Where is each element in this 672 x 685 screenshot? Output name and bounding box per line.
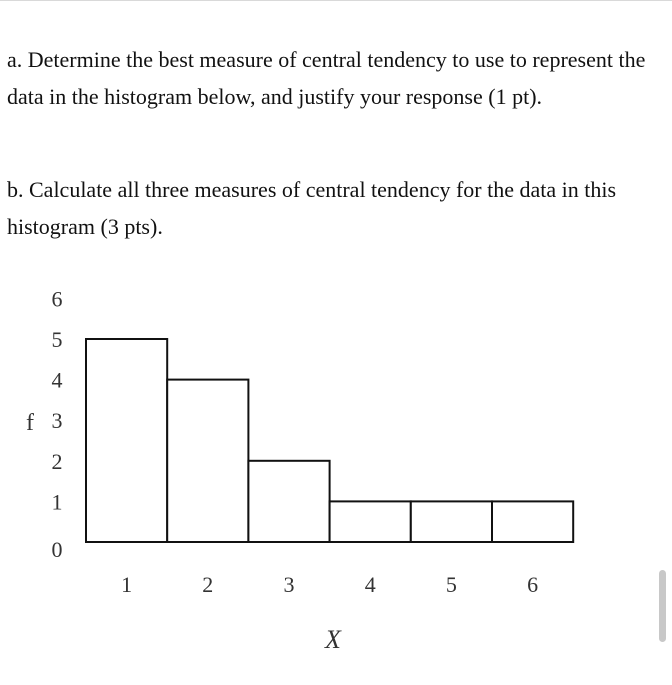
y-tick-label-5: 5 — [51, 327, 63, 352]
question-part-a: a. Determine the best measure of central tendency to use to represent the data in the histogram below, and justify your response (1 pt). — [7, 47, 646, 109]
y-tick-label-0: 0 — [51, 537, 63, 562]
scrollbar-thumb[interactable] — [659, 570, 666, 642]
bar-6 — [492, 501, 573, 542]
x-axis-title: X — [325, 625, 341, 654]
x-tick-label-5: 5 — [445, 572, 457, 597]
y-tick-label-6: 6 — [51, 286, 63, 312]
y-tick-label-3: 3 — [51, 408, 63, 434]
bar-1 — [86, 339, 167, 542]
histogram-chart — [0, 270, 600, 670]
y-tick-labels — [52, 286, 63, 562]
y-tick-label-1: 1 — [51, 489, 63, 515]
histogram-bars — [86, 339, 573, 542]
x-tick-label-3: 3 — [283, 572, 295, 597]
y-tick-label-2: 2 — [51, 448, 63, 474]
x-tick-label-2: 2 — [202, 572, 214, 597]
top-divider — [0, 0, 672, 1]
x-tick-label-4: 4 — [364, 572, 376, 597]
x-tick-label-6: 6 — [527, 572, 539, 597]
bar-3 — [248, 461, 329, 542]
bar-2 — [167, 380, 248, 542]
y-tick-label-4: 4 — [51, 367, 63, 393]
x-tick-labels — [121, 572, 538, 597]
bar-4 — [330, 501, 411, 542]
y-axis-title: f — [26, 410, 34, 436]
bar-5 — [411, 501, 492, 542]
x-tick-label-1: 1 — [121, 572, 133, 597]
question-part-b: b. Calculate all three measures of central tendency for the data in this histogram (3 pts). — [7, 177, 617, 239]
